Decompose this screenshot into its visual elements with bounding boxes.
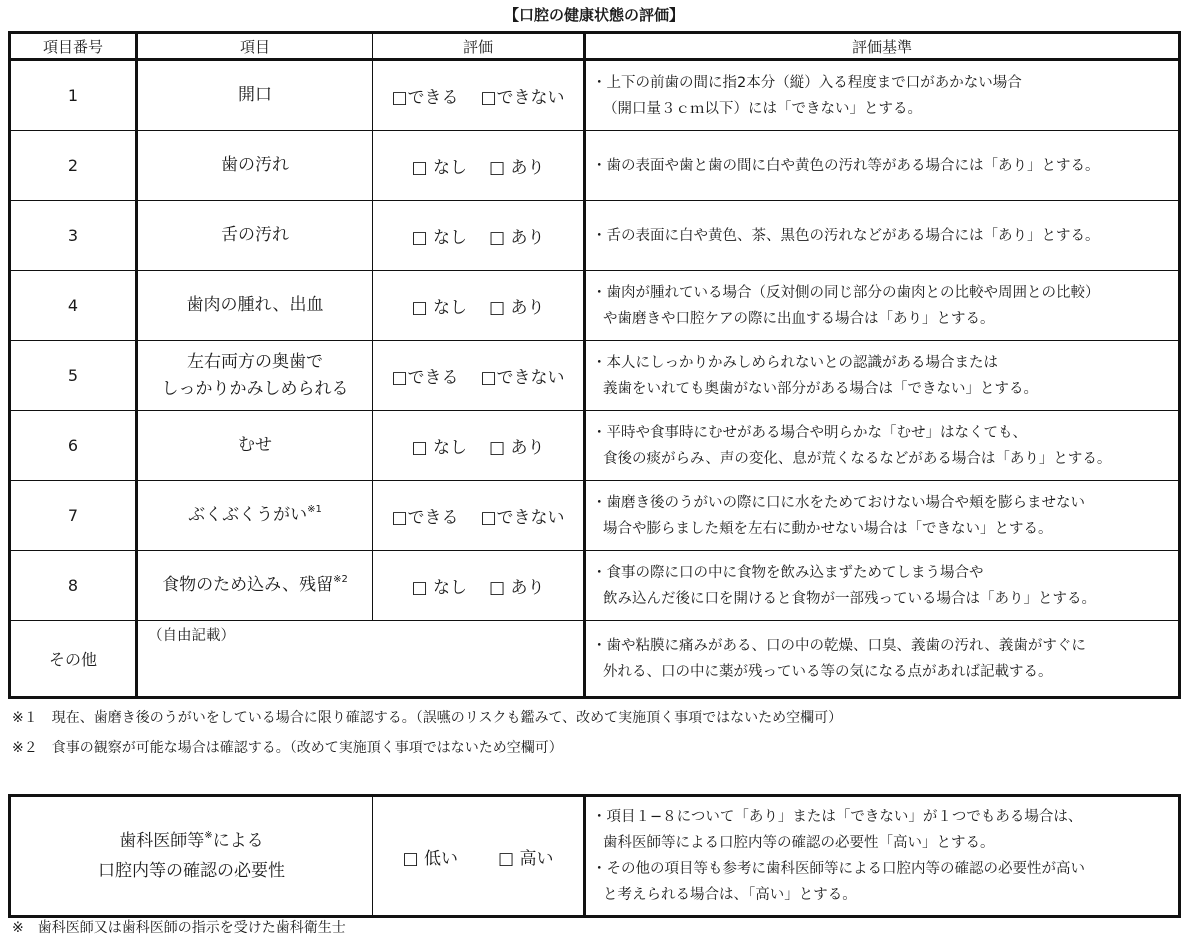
table-row (10, 201, 1180, 271)
page-title: 【口腔の健康状態の評価】 (503, 6, 684, 24)
evaluation-checkbox[interactable]: □ あり (489, 228, 545, 248)
item-name (137, 60, 373, 131)
header-item: 項目 (137, 33, 373, 60)
high-checkbox[interactable]: □ 高い (498, 848, 554, 869)
criteria-line: 場合や膨らました頬を左右に動かせない場合は「できない」とする。 (603, 520, 1053, 537)
evaluation-checkbox[interactable]: □ あり (489, 158, 545, 178)
item-name-line (138, 376, 372, 403)
evaluation-criteria (585, 201, 1180, 271)
criteria-line: （開口量３ｃｍ以下）には「できない」とする。 (603, 100, 922, 117)
necessity-criteria (585, 796, 1180, 917)
item-name-line (138, 292, 372, 319)
criteria-line: 食後の痰がらみ、声の変化、息が荒くなるなどがある場合は「あり」とする。 (603, 450, 1112, 467)
evaluation-criteria (585, 60, 1180, 131)
item-name (137, 271, 373, 341)
dental-check-necessity-table (8, 794, 1181, 918)
evaluation-criteria (585, 341, 1180, 411)
item-name (137, 201, 373, 271)
item-number: 1 (10, 60, 137, 131)
other-label: その他 (10, 621, 137, 698)
item-name (137, 131, 373, 201)
evaluation-checkbox[interactable]: □ なし (411, 298, 467, 318)
item-number: 3 (10, 201, 137, 271)
criteria-line: と考えられる場合は、「高い」とする。 (603, 887, 857, 903)
item-name-line (138, 222, 372, 249)
evaluation-checkbox[interactable]: □ なし (411, 228, 467, 248)
item-name-text: 歯の汚れ (221, 155, 289, 175)
evaluation-options (373, 271, 585, 341)
necessity-label-line2: 口腔内等の確認の必要性 (98, 861, 285, 881)
evaluation-checkbox[interactable]: □できない (480, 508, 565, 528)
item-name-text: 食物のため込み、残留 (162, 575, 334, 595)
table-row (10, 551, 1180, 621)
evaluation-checkbox[interactable]: □ あり (489, 438, 545, 458)
criteria-line: ・項目１−８について「あり」または「できない」が１つでもある場合は、 (592, 809, 1083, 825)
item-name (137, 551, 373, 621)
evaluation-options (373, 341, 585, 411)
item-number: 4 (10, 271, 137, 341)
item-name-line (138, 432, 372, 459)
item-name-line (138, 349, 372, 376)
footnote-2: ※２ 食事の観察が可能な場合は確認する。（改めて実施頂く事項ではないため空欄可） (12, 740, 563, 756)
table-row (10, 131, 1180, 201)
oral-health-evaluation-table (8, 31, 1181, 699)
item-number: 6 (10, 411, 137, 481)
criteria-line: ・歯肉が腫れている場合（反対側の同じ部分の歯肉との比較や周囲との比較） (592, 284, 1100, 301)
item-number: 7 (10, 481, 137, 551)
footnote-1: ※１ 現在、歯磨き後のうがいをしている場合に限り確認する。（誤嚥のリスクも鑑みて、改めて実施頂く事項ではないため空欄可） (12, 710, 843, 726)
criteria-line: 外れる、口の中に薬が残っている等の気になる点があれば記載する。 (603, 663, 1053, 680)
evaluation-checkbox[interactable]: □ なし (411, 438, 467, 458)
item-number: 5 (10, 341, 137, 411)
item-name-text: 舌の汚れ (221, 225, 289, 245)
item-name-line (138, 572, 372, 599)
other-criteria (585, 621, 1180, 698)
item-name-text: 開口 (238, 85, 272, 105)
item-footnote-mark: ※2 (333, 574, 348, 585)
item-name (137, 481, 373, 551)
criteria-line: ・歯の表面や歯と歯の間に白や黄色の汚れ等がある場合には「あり」とする。 (592, 157, 1100, 174)
item-number: 2 (10, 131, 137, 201)
evaluation-checkbox[interactable]: □できる (391, 508, 459, 528)
table-row (10, 60, 1180, 131)
criteria-line: ・食事の際に口の中に食物を飲み込まずためてしまう場合や (592, 564, 984, 581)
criteria-line: や歯磨きや口腔ケアの際に出血する場合は「あり」とする。 (603, 310, 995, 327)
criteria-line: ・舌の表面に白や黄色、茶、黒色の汚れなどがある場合には「あり」とする。 (592, 227, 1100, 244)
evaluation-checkbox[interactable]: □ なし (411, 578, 467, 598)
criteria-line: ・上下の前歯の間に指2本分（縦）入る程度まで口があかない場合 (592, 74, 1022, 91)
necessity-options (373, 796, 585, 917)
item-name-line (138, 82, 372, 109)
item-name-line (138, 502, 372, 529)
evaluation-checkbox[interactable]: □できる (391, 88, 459, 108)
evaluation-criteria (585, 481, 1180, 551)
evaluation-checkbox[interactable]: □ あり (489, 298, 545, 318)
evaluation-options (373, 481, 585, 551)
criteria-line: ・歯磨き後のうがいの際に口に水をためておけない場合や頬を膨らませない (592, 494, 1085, 511)
criteria-line: 歯科医師等による口腔内等の確認の必要性「高い」とする。 (603, 835, 995, 851)
evaluation-criteria (585, 131, 1180, 201)
evaluation-checkbox[interactable]: □ あり (489, 578, 545, 598)
low-checkbox[interactable]: □ 低い (402, 848, 458, 869)
item-name (137, 411, 373, 481)
criteria-line: ・平時や食事時にむせがある場合や明らかな「むせ」はなくても、 (592, 424, 1027, 441)
necessity-label-line1-end: による (212, 831, 264, 851)
header-evaluation: 評価 (373, 33, 585, 60)
criteria-line: 飲み込んだ後に口を開けると食物が一部残っている場合は「あり」とする。 (603, 590, 1096, 607)
evaluation-checkbox[interactable]: □できない (480, 88, 565, 108)
necessity-row (10, 796, 1180, 917)
table-row (10, 271, 1180, 341)
table-header-row (10, 33, 1180, 60)
header-criteria: 評価基準 (585, 33, 1180, 60)
table-row (10, 411, 1180, 481)
evaluation-options (373, 60, 585, 131)
evaluation-options (373, 131, 585, 201)
table-row (10, 341, 1180, 411)
item-name-line (138, 152, 372, 179)
table-row-other (10, 621, 1180, 698)
table-row (10, 481, 1180, 551)
evaluation-criteria (585, 271, 1180, 341)
evaluation-criteria (585, 551, 1180, 621)
item-name-text: 歯肉の腫れ、出血 (186, 295, 324, 315)
item-name-text: ぶくぶくうがい (188, 505, 308, 525)
item-number: 8 (10, 551, 137, 621)
item-name-text: むせ (238, 435, 272, 455)
evaluation-checkbox[interactable]: □できない (480, 368, 565, 388)
necessity-label (10, 796, 373, 917)
item-name-text: 左右両方の奥歯で (187, 351, 323, 372)
item-name (137, 341, 373, 411)
footnote-dental: ※ 歯科医師又は歯科医師の指示を受けた歯科衛生士 (12, 920, 346, 936)
criteria-line: ・その他の項目等も参考に歯科医師等による口腔内等の確認の必要性が高い (592, 861, 1085, 877)
free-entry-label: （自由記載） (148, 628, 235, 644)
free-entry-field[interactable] (137, 621, 585, 698)
criteria-line: 義歯をいれても奥歯がない部分がある場合は「できない」とする。 (603, 380, 1038, 397)
evaluation-options (373, 411, 585, 481)
item-footnote-mark: ※1 (307, 504, 322, 515)
evaluation-checkbox[interactable]: □ なし (411, 158, 467, 178)
criteria-line: ・歯や粘膜に痛みがある、口の中の乾燥、口臭、義歯の汚れ、義歯がすぐに (592, 637, 1086, 654)
necessity-label-sup: ※ (204, 830, 213, 841)
evaluation-criteria (585, 411, 1180, 481)
criteria-line: ・本人にしっかりかみしめられないとの認識がある場合または (592, 354, 998, 371)
header-item-number: 項目番号 (10, 33, 137, 60)
evaluation-options (373, 201, 585, 271)
item-name-text: しっかりかみしめられる (161, 378, 349, 399)
evaluation-options (373, 551, 585, 621)
evaluation-checkbox[interactable]: □できる (391, 368, 459, 388)
necessity-label-line1: 歯科医師等 (119, 831, 205, 851)
